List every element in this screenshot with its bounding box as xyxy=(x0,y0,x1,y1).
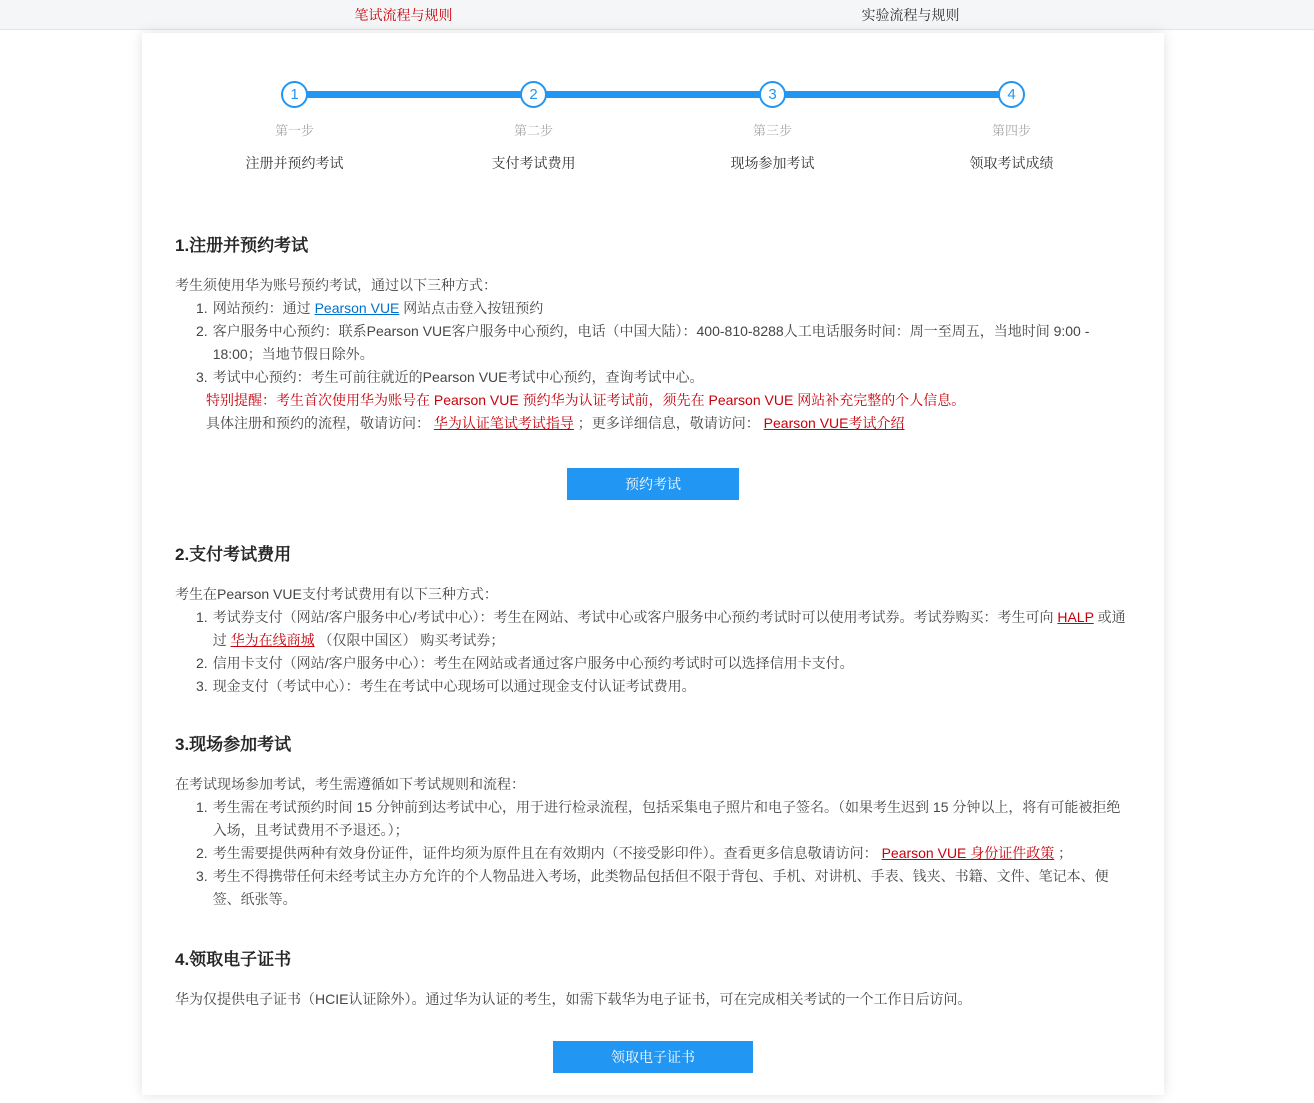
section-register-title: 1.注册并预约考试 xyxy=(175,236,309,255)
text-segment: 信用卡支付（网站/客户服务中心）：考生在网站或者通过客户服务中心预约考试时可以选择信用卡支付。 xyxy=(212,655,854,671)
text-segment: 具体注册和预约的流程，敬请访问： xyxy=(206,415,434,431)
step-1-label: 注册并预约考试 xyxy=(245,155,344,171)
section-payment xyxy=(175,540,1131,698)
inline-link[interactable]: 华为认证笔试考试指导 xyxy=(433,415,574,431)
text-segment: 考生需在考试预约时间 15 分钟前到达考试中心，用于进行检录流程，包括采集电子照片和电子签名。（如果考生迟到 15 分钟以上，将有可能被拒绝入场，且考试费用不予退还。）； xyxy=(212,799,1121,838)
text-segment: 客户服务中心预约：联系Pearson VUE客户服务中心预约，电话（中国大陆）：400-810-8288人工电话服务时间：周一至周五，当地时间 9:00 - 18:00；当地节假日除外。 xyxy=(212,323,1090,362)
list-item xyxy=(196,606,1131,652)
text-segment: 或通过 xyxy=(212,609,1126,648)
section-register-intro: 考生须使用华为账号预约考试，通过以下三种方式： xyxy=(175,277,497,293)
step-1 xyxy=(175,81,414,173)
step-3-sub: 第三步 xyxy=(752,123,792,138)
text-segment: （仅限中国区） 购买考试券； xyxy=(314,632,505,648)
inline-link[interactable]: HALP xyxy=(1057,609,1094,625)
exam-stepper xyxy=(175,81,1131,173)
list-item xyxy=(196,842,1131,865)
register-method-list xyxy=(175,297,1131,389)
get-certificate-button[interactable]: 领取电子证书 xyxy=(553,1041,753,1073)
list-item xyxy=(196,320,1131,366)
text-segment: 考生需要提供两种有效身份证件，证件均须为原件且在有效期内（不接受影印件）。查看更多信息敬请访问： xyxy=(212,845,882,861)
text-segment: 考试中心预约：考生可前往就近的Pearson VUE考试中心预约，查询考试中心。 xyxy=(212,369,704,385)
list-item-text xyxy=(213,652,1131,675)
inline-link[interactable]: Pearson VUE 身份证件政策 xyxy=(881,845,1055,861)
text-segment: 网站点击登入按钮预约 xyxy=(399,300,544,316)
list-item xyxy=(196,297,1131,320)
section-payment-title: 2.支付考试费用 xyxy=(175,545,292,564)
book-exam-button[interactable]: 预约考试 xyxy=(567,468,739,500)
text-segment: 考试券支付（网站/客户服务中心/考试中心）：考生在网站、考试中心或客户服务中心预约考试时可以使用考试券。考试券购买：考生可向 xyxy=(212,609,1058,625)
list-item-number: 1. xyxy=(196,300,208,316)
inline-link[interactable]: 华为在线商城 xyxy=(230,632,315,648)
list-item-text xyxy=(213,842,1131,865)
list-item-number: 2. xyxy=(196,655,208,671)
step-4-label: 领取考试成绩 xyxy=(969,155,1054,171)
list-item xyxy=(196,652,1131,675)
list-item-number: 2. xyxy=(196,845,208,861)
text-segment: ； xyxy=(1054,845,1073,861)
inline-link[interactable]: Pearson VUE考试介绍 xyxy=(763,415,905,431)
list-item-text xyxy=(213,320,1131,366)
step-4-sub: 第四步 xyxy=(991,123,1031,138)
tab-written-exam-rules[interactable]: 笔试流程与规则 xyxy=(354,6,453,23)
list-item-text xyxy=(213,865,1131,911)
list-item xyxy=(196,366,1131,389)
inline-link[interactable]: Pearson VUE xyxy=(314,300,400,316)
tab-lab-exam-rules[interactable]: 实验流程与规则 xyxy=(861,6,960,23)
step-3-label: 现场参加考试 xyxy=(730,155,815,171)
list-item xyxy=(196,796,1131,842)
text-segment: 网站预约：通过 xyxy=(212,300,315,316)
list-item-text xyxy=(213,297,1131,320)
list-item-text xyxy=(213,796,1131,842)
list-item-number: 2. xyxy=(196,323,208,339)
get-cert-button-row xyxy=(175,1041,1131,1073)
list-item-text xyxy=(213,606,1131,652)
section-payment-intro: 考生在Pearson VUE支付考试费用有以下三种方式： xyxy=(175,586,498,602)
register-notes xyxy=(175,389,1131,435)
text-segment: 现金支付（考试中心）：考生在考试中心现场可以通过现金支付认证考试费用。 xyxy=(212,678,696,694)
step-1-sub: 第一步 xyxy=(274,123,314,138)
step-3 xyxy=(653,81,892,173)
section-certificate-title: 4.领取电子证书 xyxy=(175,950,292,969)
top-tab-bar xyxy=(0,0,1314,30)
guide-links-line xyxy=(206,412,1131,435)
section-onsite-title: 3.现场参加考试 xyxy=(175,735,292,754)
list-item-number: 3. xyxy=(196,678,208,694)
step-2-label: 支付考试费用 xyxy=(491,155,576,171)
content-card xyxy=(142,33,1164,1095)
list-item-text xyxy=(213,675,1131,698)
section-onsite-intro: 在考试现场参加考试，考生需遵循如下考试规则和流程： xyxy=(175,776,525,792)
text-segment: 考生不得携带任何未经考试主办方允许的个人物品进入考场，此类物品包括但不限于背包、手机、对讲机、手表、钱夹、书籍、文件、笔记本、便签、纸张等。 xyxy=(212,868,1109,907)
step-4-circle: 4 xyxy=(998,81,1025,108)
step-2 xyxy=(414,81,653,173)
section-certificate xyxy=(175,945,1131,1073)
list-item-number: 3. xyxy=(196,868,208,884)
payment-method-list xyxy=(175,606,1131,698)
step-4 xyxy=(892,81,1131,173)
list-item xyxy=(196,675,1131,698)
text-segment: ；更多详细信息，敬请访问： xyxy=(573,415,764,431)
list-item-text xyxy=(213,366,1131,389)
step-2-circle: 2 xyxy=(520,81,547,108)
text-segment: 特别提醒：考生首次使用华为账号在 Pearson VUE 预约华为认证考试前，须先在 Pearson VUE 网站补充完整的个人信息。 xyxy=(206,392,966,408)
list-item-number: 1. xyxy=(196,609,208,625)
step-2-sub: 第二步 xyxy=(513,123,553,138)
special-reminder xyxy=(206,389,1131,412)
list-item-number: 1. xyxy=(196,799,208,815)
section-certificate-intro: 华为仅提供电子证书（HCIE认证除外）。通过华为认证的考生，如需下载华为电子证书，可在完成相关考试的一个工作日后访问。 xyxy=(175,991,972,1007)
section-register xyxy=(175,231,1131,500)
book-exam-button-row xyxy=(175,468,1131,500)
list-item-number: 3. xyxy=(196,369,208,385)
section-onsite xyxy=(175,730,1131,911)
step-1-circle: 1 xyxy=(281,81,308,108)
list-item xyxy=(196,865,1131,911)
onsite-rule-list xyxy=(175,796,1131,911)
step-3-circle: 3 xyxy=(759,81,786,108)
